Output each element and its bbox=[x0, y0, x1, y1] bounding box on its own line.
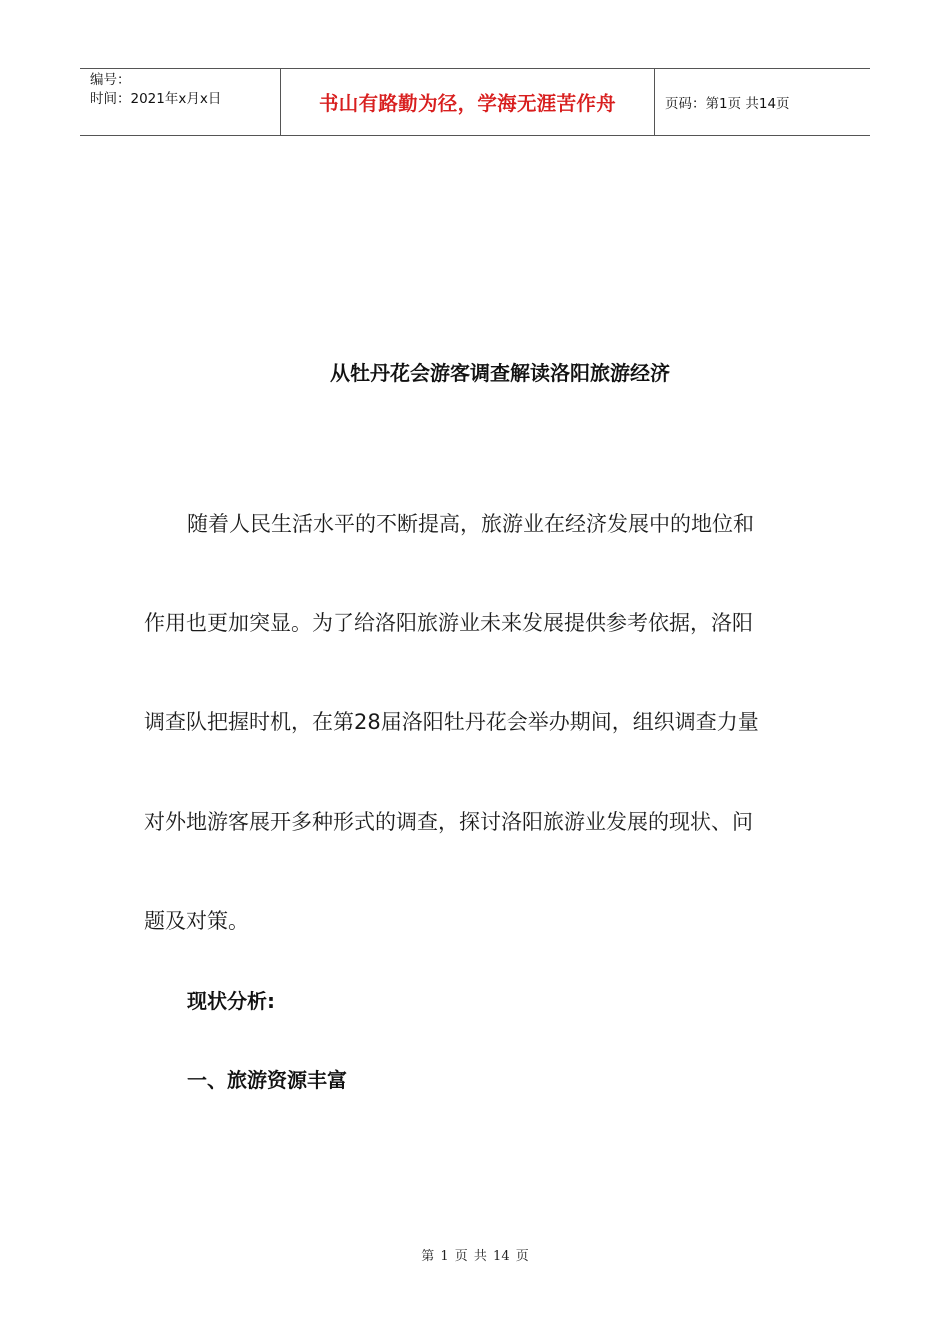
document-title: 从牡丹花会游客调查解读洛阳旅游经济 bbox=[330, 361, 670, 385]
header-motto: 书山有路勤为径，学海无涯苦作舟 bbox=[318, 92, 616, 115]
paragraph-line: 对外地游客展开多种形式的调查，探讨洛阳旅游业发展的现状、问 bbox=[144, 810, 753, 834]
document-time-label: 时间：2021年x月x日 bbox=[90, 91, 222, 107]
paragraph-line: 调查队把握时机，在第28届洛阳牡丹花会举办期间，组织调查力量 bbox=[144, 710, 759, 734]
section-heading: 现状分析: bbox=[187, 989, 275, 1013]
page-footer: 第 1 页 共 14 页 bbox=[421, 1249, 529, 1264]
page-header bbox=[80, 68, 870, 136]
header-meta-cell bbox=[80, 69, 281, 135]
header-page-cell bbox=[655, 69, 870, 135]
header-motto-cell bbox=[281, 69, 655, 135]
subsection-heading: 一、旅游资源丰富 bbox=[187, 1068, 347, 1092]
paragraph-line: 题及对策。 bbox=[144, 909, 249, 933]
header-page-info: 页码：第1页 共14页 bbox=[665, 96, 790, 112]
paragraph-line: 作用也更加突显。为了给洛阳旅游业未来发展提供参考依据，洛阳 bbox=[144, 611, 753, 635]
document-number-label: 编号： bbox=[90, 72, 131, 88]
paragraph-line: 随着人民生活水平的不断提高，旅游业在经济发展中的地位和 bbox=[187, 512, 754, 536]
